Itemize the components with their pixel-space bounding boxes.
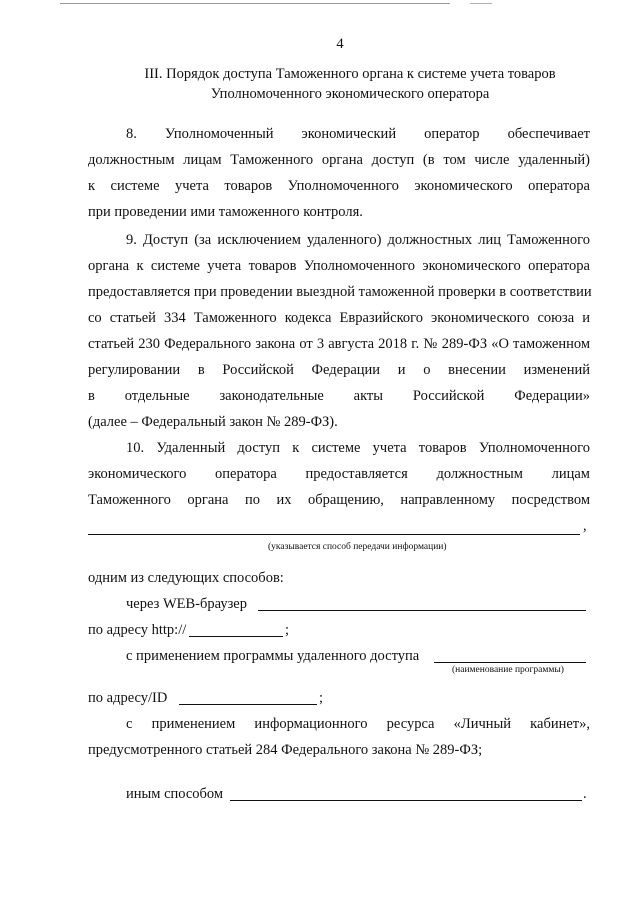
remote-address-label: по адресу/ID <box>88 690 168 706</box>
section-heading-line-1: III. Порядок доступа Таможенного органа к системе учета товаров <box>144 66 556 82</box>
p10-line: 10. Удаленный доступ к системе учета товаров Уполномоченного <box>126 440 590 456</box>
p9-line: со статьей 334 Таможенного кодекса Евразийского экономического союза и <box>88 310 590 326</box>
other-method-blank[interactable] <box>230 800 582 801</box>
p8-line: при проведении ими таможенного контроля. <box>88 204 363 220</box>
section-heading-line-2: Уполномоченного экономического оператора <box>210 86 490 102</box>
web-address-blank[interactable] <box>189 636 283 637</box>
page-number: 4 <box>336 36 344 52</box>
p8-line: должностным лицам Таможенного органа доступ (в том числе удаленный) <box>88 152 590 168</box>
transfer-method-blank[interactable] <box>88 534 580 535</box>
top-rule <box>60 3 450 4</box>
web-browser-blank[interactable] <box>258 610 586 611</box>
p9-line: (далее – Федеральный закон № 289-ФЗ). <box>88 414 338 430</box>
remote-program-caption: (наименование программы) <box>452 665 564 675</box>
p8-line: к системе учета товаров Уполномоченного экономического оператора <box>88 178 590 194</box>
top-rule-short <box>470 3 492 4</box>
web-browser-label: через WEB-браузер <box>126 596 247 612</box>
web-address-end: ; <box>285 622 290 638</box>
p9-line: в отдельные законодательные акты Российской Федерации» <box>88 388 590 404</box>
personal-cabinet-line: с применением информационного ресурса «Личный кабинет», <box>126 716 590 732</box>
p10-line: Таможенного органа по их обращению, направленному посредством <box>88 492 590 508</box>
web-address-label: по адресу http:// <box>88 622 187 638</box>
remote-address-blank[interactable] <box>179 704 317 705</box>
transfer-method-comma: , <box>583 518 587 534</box>
p9-line: статьей 230 Федерального закона от 3 августа 2018 г. № 289-ФЗ «О таможенном <box>88 336 590 352</box>
remote-address-end: ; <box>319 690 324 706</box>
methods-intro: одним из следующих способов: <box>88 570 284 586</box>
p10-line: экономического оператора предоставляется должностным лицам <box>88 466 590 482</box>
remote-program-blank[interactable] <box>434 662 586 663</box>
p9-line: органа к системе учета товаров Уполномоченного экономического оператора <box>88 258 590 274</box>
transfer-method-caption: (указывается способ передачи информации) <box>268 542 447 552</box>
p9-line: регулировании в Российской Федерации и о внесении изменений <box>88 362 590 378</box>
p8-line: 8. Уполномоченный экономический оператор обеспечивает <box>126 126 590 142</box>
remote-program-label: с применением программы удаленного доступа <box>126 648 420 664</box>
personal-cabinet-line: предусмотренного статьей 284 Федерального закона № 289-ФЗ; <box>88 742 483 758</box>
p9-line: предоставляется при проведении выездной таможенной проверки в соответствии <box>88 284 592 300</box>
p9-line: 9. Доступ (за исключением удаленного) должностных лиц Таможенного <box>126 232 590 248</box>
other-method-label: иным способом <box>126 786 224 802</box>
other-method-end: . <box>583 786 587 802</box>
